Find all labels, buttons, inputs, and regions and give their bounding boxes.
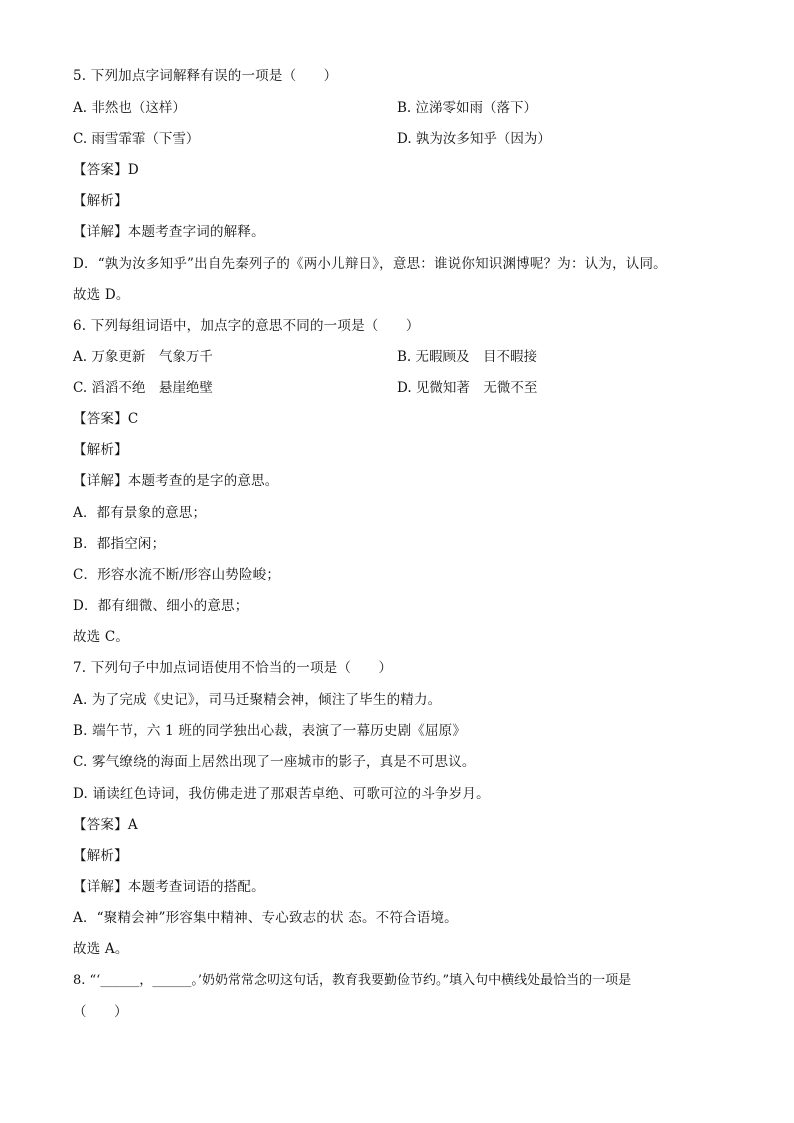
- q6-detail: 【详解】本题考查的是字的意思。: [73, 473, 279, 489]
- q6-option-d: D. 见微知著 无微不至: [397, 380, 538, 396]
- q6-option-c: C. 滔滔不绝 悬崖绝壁: [73, 380, 213, 396]
- q6-explanation-b: B．都指空闲；: [73, 536, 166, 552]
- q5-detail: 【详解】本题考查字词的解释。: [73, 224, 265, 240]
- q5-conclusion: 故选 D。: [73, 287, 130, 303]
- answer-label: 【答案】: [73, 411, 128, 427]
- q5-answer: [73, 161, 139, 179]
- q6-option-a: A. 万象更新 气象万千: [73, 349, 213, 365]
- q6-conclusion: 故选 C。: [73, 629, 130, 645]
- q7-answer: [73, 816, 138, 834]
- q7-detail: 【详解】本题考查词语的搭配。: [73, 879, 265, 895]
- answer-value: C: [127, 411, 139, 427]
- q5-option-a: A. 非然也（这样）: [73, 100, 186, 116]
- q7-stem: 7. 下列句子中加点词语使用不恰当的一项是（ ）: [73, 660, 393, 676]
- q6-explanation-d: D．都有细微、细小的意思；: [73, 598, 249, 614]
- q5-option-c: C. 雨雪霏霏（下雪）: [73, 131, 200, 147]
- q8-bracket: （ ）: [73, 1004, 128, 1020]
- q7-option-c: C. 雾气缭绕的海面上居然出现了一座城市的影子，真是不可思议。: [73, 754, 476, 770]
- q7-analysis-label: 【解析】: [73, 848, 128, 864]
- q7-option-a: A. 为了完成《史记》，司马迁聚精会神，倾注了毕生的精力。: [73, 692, 442, 708]
- q7-explanation-a: A．“聚精会神”形容集中精神、专心致志的状 态。不符合语境。: [73, 910, 458, 926]
- q5-explanation-d: D．“孰为汝多知乎”出自先秦列子的《两小儿辩日》，意思：谁说你知识渊博呢？为：认为，认同。: [73, 256, 667, 272]
- q6-stem: 6. 下列每组词语中，加点字的意思不同的一项是（ ）: [73, 318, 420, 334]
- q5-option-d: D. 孰为汝多知乎（因为）: [397, 131, 551, 147]
- q6-explanation-c: C．形容水流不断/形容山势险峻；: [73, 567, 281, 583]
- q6-answer: [73, 410, 138, 428]
- answer-value: D: [127, 162, 139, 178]
- q5-stem: 5. 下列加点字词解释有误的一项是（ ）: [73, 68, 338, 84]
- q6-analysis-label: 【解析】: [73, 442, 128, 458]
- q7-option-b: B. 端午节，六 1 班的同学独出心裁，表演了一幕历史剧《屈原》: [73, 723, 467, 739]
- q8-stem: 8. “‘______，______。’奶奶常常念叨这句话，教育我要勤俭节约。”填入句中横线处最恰当的一项是: [73, 973, 632, 988]
- q7-conclusion: 故选 A。: [73, 941, 129, 957]
- q6-explanation-a: A．都有景象的意思；: [73, 505, 207, 521]
- answer-label: 【答案】: [73, 162, 128, 178]
- q5-option-b: B. 泣涕零如雨（落下）: [397, 100, 538, 116]
- q5-analysis-label: 【解析】: [73, 193, 128, 209]
- answer-label: 【答案】: [73, 817, 128, 833]
- q7-option-d: D. 诵读红色诗词，我仿佛走进了那艰苦卓绝、可歌可泣的斗争岁月。: [73, 786, 490, 802]
- q6-option-b: B. 无暇顾及 目不暇接: [397, 349, 538, 365]
- answer-value: A: [127, 817, 138, 833]
